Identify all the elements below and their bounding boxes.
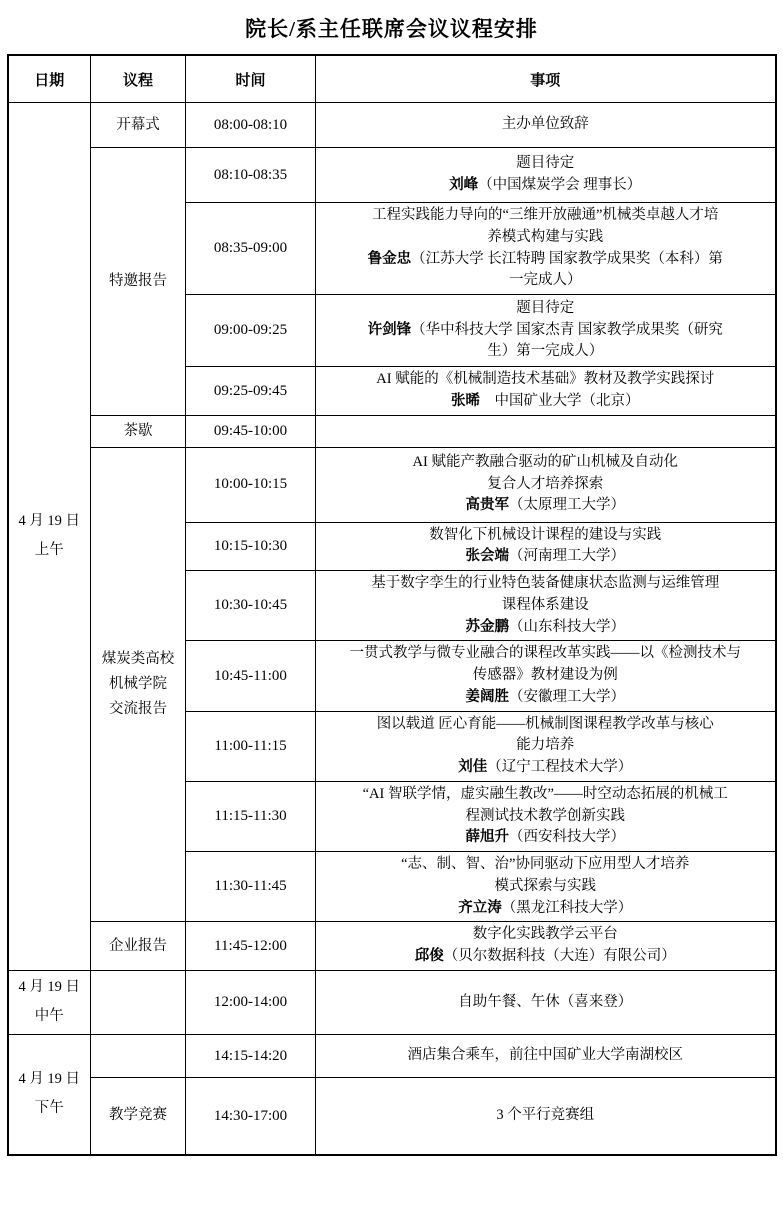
- item-line: [322, 546, 769, 568]
- item-line: [322, 876, 769, 898]
- item-line: [322, 525, 769, 547]
- item-text: （安徽理工大学）: [509, 688, 625, 705]
- time-cell: 14:30-17:00: [186, 1078, 316, 1155]
- speaker-name: 齐立涛: [458, 899, 502, 916]
- time-cell: 12:00-14:00: [186, 970, 316, 1034]
- document-page: [0, 13, 783, 1156]
- agenda-row: [8, 415, 776, 447]
- item-line: [322, 573, 769, 595]
- item-text: 题目待定: [516, 299, 575, 316]
- item-line: [322, 992, 769, 1014]
- item-text: （黑龙江科技大学）: [501, 899, 633, 916]
- agenda-cell: [91, 1035, 186, 1078]
- item-text: 3 个平行竞赛组: [496, 1107, 595, 1124]
- item-text: 自助午餐、午休（喜来登）: [458, 993, 633, 1010]
- item-text: 程测试技术教学创新实践: [465, 807, 625, 824]
- item-text: （辽宁工程技术大学）: [487, 759, 633, 775]
- time-cell: 08:00-08:10: [186, 103, 316, 148]
- item-cell: [316, 922, 776, 971]
- agenda-line: 煤炭类高校: [101, 650, 175, 667]
- item-cell: [316, 852, 776, 922]
- agenda-line: 教学竞赛: [109, 1107, 167, 1124]
- item-cell: [316, 522, 776, 571]
- item-text: “志、制、智、治”协同驱动下应用型人才培养: [401, 856, 690, 872]
- time-cell: 11:45-12:00: [186, 922, 316, 971]
- item-text: （西安科技大学）: [509, 829, 625, 846]
- date-cell: [8, 970, 91, 1034]
- item-text: 工程实践能力导向的“三维开放融通”机械类卓越人才培: [372, 207, 719, 223]
- item-line: [322, 452, 769, 474]
- item-line: [322, 735, 769, 757]
- item-line: [322, 298, 769, 320]
- item-cell: [316, 970, 776, 1034]
- time-cell: 08:35-09:00: [186, 203, 316, 295]
- item-line: [322, 114, 769, 136]
- agenda-line: 交流报告: [109, 700, 167, 717]
- item-cell: [316, 415, 776, 447]
- time-cell: 10:45-11:00: [186, 641, 316, 711]
- item-cell: [316, 641, 776, 711]
- item-text: 一贯式教学与微专业融合的课程改革实践——以《检测技术与: [349, 645, 741, 662]
- item-line: [322, 1105, 769, 1127]
- speaker-name: 薛旭升: [465, 829, 509, 846]
- item-cell: [316, 367, 776, 416]
- agenda-row: [8, 447, 776, 522]
- item-text: 酒店集合乘车，前往中国矿业大学南湖校区: [407, 1047, 683, 1064]
- item-line: [322, 854, 769, 876]
- item-text: （中国煤炭学会 理事长）: [478, 177, 642, 193]
- header-row: [8, 55, 776, 103]
- agenda-line: 开幕式: [116, 116, 160, 133]
- item-text: AI 赋能的《机械制造技术基础》教材及教学实践探讨: [376, 371, 715, 387]
- item-cell: [316, 571, 776, 641]
- item-line: [322, 806, 769, 828]
- item-cell: [316, 148, 776, 203]
- time-cell: 09:45-10:00: [186, 415, 316, 447]
- item-line: [322, 827, 769, 849]
- agenda-cell: [91, 447, 186, 922]
- speaker-name: 高贵军: [465, 497, 509, 514]
- date-line: 4 月 19 日: [18, 1070, 81, 1087]
- agenda-row: [8, 922, 776, 971]
- speaker-name: 张晞: [451, 392, 480, 409]
- item-text: 课程体系建设: [501, 596, 589, 613]
- item-text: “AI 智联学情，虚实融生教改”——时空动态拓展的机械工: [362, 785, 728, 802]
- time-cell: 11:15-11:30: [186, 781, 316, 851]
- agenda-row: [8, 1078, 776, 1155]
- agenda-line: 企业报告: [109, 937, 167, 954]
- agenda-cell: [91, 103, 186, 148]
- item-text: 题目待定: [516, 155, 575, 172]
- agenda-cell: [91, 922, 186, 971]
- speaker-name: 刘佳: [458, 759, 488, 775]
- speaker-name: 刘峰: [449, 177, 479, 193]
- date-line: 4 月 19 日: [18, 512, 81, 529]
- item-line: [322, 643, 769, 665]
- item-cell: [316, 295, 776, 367]
- date-line: 上午: [34, 542, 64, 559]
- item-cell: [316, 103, 776, 148]
- item-text: （江苏大学 长江特聘 国家教学成果奖（本科）第: [411, 250, 723, 267]
- item-text: （山东科技大学）: [509, 618, 625, 635]
- item-line: [322, 391, 769, 413]
- item-line: [322, 714, 769, 736]
- item-line: [322, 369, 769, 391]
- agenda-line: 茶歇: [123, 422, 153, 439]
- item-cell: [316, 781, 776, 851]
- item-line: [322, 153, 769, 175]
- header-date: 日期: [8, 55, 91, 103]
- item-line: [322, 270, 769, 292]
- item-line: [322, 687, 769, 709]
- time-cell: 10:00-10:15: [186, 447, 316, 522]
- date-line: 4 月 19 日: [18, 978, 81, 995]
- time-cell: 09:00-09:25: [186, 295, 316, 367]
- agenda-row: [8, 103, 776, 148]
- item-text: 主办单位致辞: [501, 116, 589, 133]
- speaker-name: 鲁金忠: [367, 250, 412, 267]
- item-text: 能力培养: [516, 737, 575, 754]
- item-line: [322, 665, 769, 687]
- date-cell: [8, 1035, 91, 1155]
- item-text: 模式探索与实践: [494, 877, 596, 894]
- item-text: 生）第一完成人）: [487, 343, 604, 360]
- item-text: 养模式构建与实践: [487, 228, 604, 245]
- agenda-cell: [91, 1078, 186, 1155]
- item-cell: [316, 711, 776, 781]
- header-item: 事项: [316, 55, 776, 103]
- agenda-cell: [91, 415, 186, 447]
- item-line: [322, 474, 769, 496]
- item-line: [322, 924, 769, 946]
- agenda-row: [8, 1035, 776, 1078]
- item-text: （太原理工大学）: [509, 497, 625, 514]
- agenda-cell: [91, 970, 186, 1034]
- time-cell: 10:15-10:30: [186, 522, 316, 571]
- agenda-line: 机械学院: [109, 675, 167, 692]
- date-line: 中午: [34, 1008, 64, 1025]
- item-text: 基于数字孪生的行业特色装备健康状态监测与运维管理: [371, 575, 720, 591]
- item-text: （贝尔数据科技（大连）有限公司）: [443, 948, 676, 964]
- item-line: [322, 227, 769, 249]
- agenda-cell: [91, 148, 186, 416]
- item-line: [322, 205, 769, 227]
- page-title: 院长/系主任联席会议议程安排: [245, 17, 538, 41]
- time-cell: 08:10-08:35: [186, 148, 316, 203]
- item-line: [322, 946, 769, 968]
- agenda-row: [8, 970, 776, 1034]
- item-line: [322, 784, 769, 806]
- speaker-name: 姜阔胜: [465, 688, 509, 705]
- item-line: [322, 249, 769, 271]
- speaker-name: 邱俊: [414, 948, 444, 964]
- item-text: 中国矿业大学（北京）: [480, 392, 640, 409]
- item-cell: [316, 447, 776, 522]
- speaker-name: 许剑锋: [367, 321, 412, 338]
- date-cell: [8, 103, 91, 971]
- item-line: [322, 495, 769, 517]
- item-line: [322, 1045, 769, 1067]
- item-text: （河南理工大学）: [509, 548, 625, 565]
- item-line: [322, 341, 769, 363]
- item-line: [322, 898, 769, 920]
- agenda-table: [7, 54, 777, 1156]
- item-text: 图以载道 匠心育能——机械制图课程教学改革与核心: [376, 715, 714, 732]
- item-text: 复合人才培养探索: [487, 475, 604, 492]
- item-text: 一完成人）: [509, 272, 582, 289]
- item-text: 数智化下机械设计课程的建设与实践: [429, 526, 662, 543]
- time-cell: 11:00-11:15: [186, 711, 316, 781]
- header-time: 时间: [186, 55, 316, 103]
- item-cell: [316, 203, 776, 295]
- item-cell: [316, 1035, 776, 1078]
- time-cell: 10:30-10:45: [186, 571, 316, 641]
- item-text: （华中科技大学 国家杰青 国家教学成果奖（研究: [411, 321, 723, 338]
- agenda-line: 特邀报告: [109, 272, 167, 289]
- time-cell: 11:30-11:45: [186, 852, 316, 922]
- time-cell: 09:25-09:45: [186, 367, 316, 416]
- item-text: AI 赋能产教融合驱动的矿山机械及自动化: [412, 453, 678, 470]
- time-cell: 14:15-14:20: [186, 1035, 316, 1078]
- item-line: [322, 617, 769, 639]
- item-line: [322, 175, 769, 197]
- item-line: [322, 595, 769, 617]
- item-line: [322, 320, 769, 342]
- item-line: [322, 757, 769, 779]
- item-text: 传感器》教材建设为例: [472, 667, 618, 683]
- date-line: 下午: [34, 1100, 64, 1117]
- agenda-row: [8, 148, 776, 203]
- header-agenda: 议程: [91, 55, 186, 103]
- speaker-name: 张会端: [465, 548, 509, 565]
- item-text: 数字化实践教学云平台: [472, 926, 618, 943]
- speaker-name: 苏金鹏: [465, 618, 509, 635]
- item-cell: [316, 1078, 776, 1155]
